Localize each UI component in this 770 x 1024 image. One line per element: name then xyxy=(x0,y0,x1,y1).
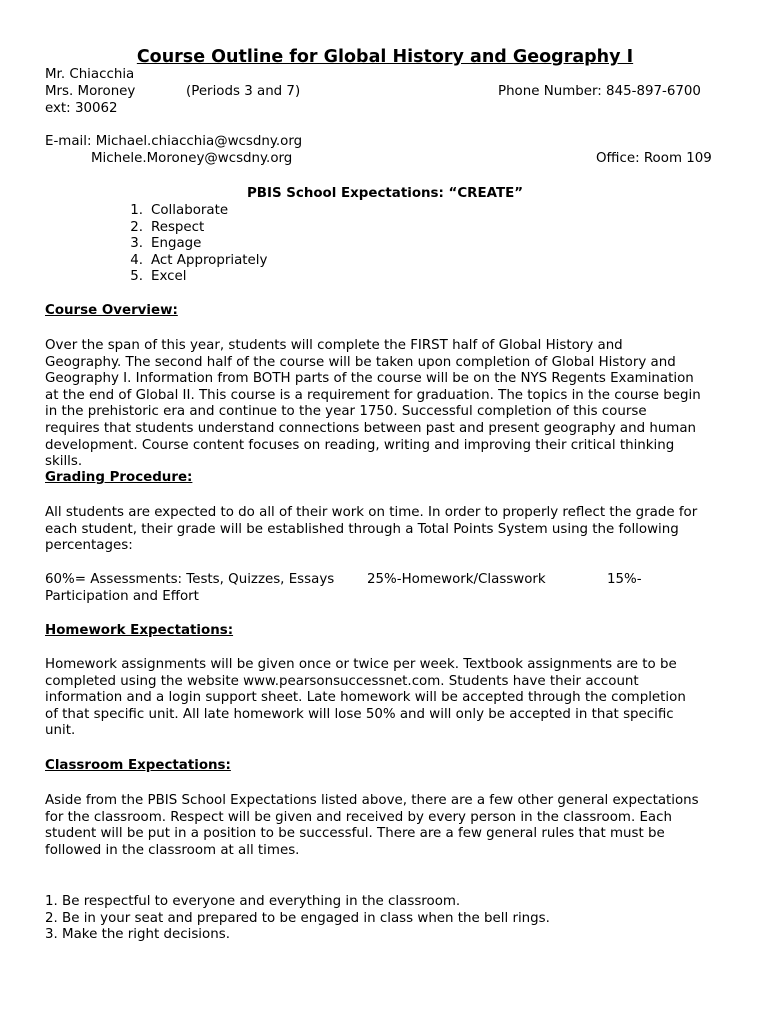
teacher-name-2: Mrs. Moroney xyxy=(45,84,136,99)
pbis-item-number: 4. xyxy=(130,253,143,268)
rule-item: 1. Be respectful to everyone and everything in the classroom. xyxy=(45,894,461,909)
paragraph-line: Homework assignments will be given once or twice per week. Textbook assignments are to be xyxy=(45,657,677,672)
paragraph-line: completed using the website www.pearsonsuccessnet.com. Students have their account xyxy=(45,673,639,689)
paragraph-line: Geography I. Information from BOTH parts of the course will be on the NYS Regents Examination xyxy=(45,371,694,387)
pbis-list-item xyxy=(121,203,228,219)
grade-assessments: 60%= Assessments: Tests, Quizzes, Essays xyxy=(45,572,335,587)
grade-participation-percent: 15%- xyxy=(607,572,642,587)
grading-procedure-heading: Grading Procedure: xyxy=(45,470,193,485)
office-room: Office: Room 109 xyxy=(596,151,712,166)
pbis-item-label: Collaborate xyxy=(151,203,229,218)
paragraph-line: information and a login support sheet. Late homework will be accepted through the completion xyxy=(45,690,686,706)
grade-homework: 25%-Homework/Classwork xyxy=(367,572,546,587)
homework-expectations-body xyxy=(45,657,686,740)
paragraph-line: Geography. The second half of the course will be taken upon completion of Global History and xyxy=(45,354,676,370)
teacher-name-1: Mr. Chiacchia xyxy=(45,67,135,82)
paragraph-line: unit. xyxy=(45,723,76,739)
pbis-item-label: Respect xyxy=(151,220,205,235)
course-overview-heading: Course Overview: xyxy=(45,303,178,318)
page-title: Course Outline for Global History and Geography I xyxy=(136,47,634,67)
phone-extension: ext: 30062 xyxy=(45,101,118,116)
paragraph-line: skills. xyxy=(45,454,83,470)
pbis-item-label: Excel xyxy=(151,269,187,284)
email-2: Michele.Moroney@wcsdny.org xyxy=(91,151,293,166)
rule-item: 3. Make the right decisions. xyxy=(45,927,230,943)
pbis-item-number: 5. xyxy=(130,269,143,284)
paragraph-line: each student, their grade will be established through a Total Points System using the following xyxy=(45,521,679,537)
paragraph-line: for the classroom. Respect will be given and received by every person in the classroom. Each xyxy=(45,809,672,825)
pbis-item-label: Act Appropriately xyxy=(151,253,268,268)
paragraph-line: student will be put in a position to be successful. There are a few general rules that must be xyxy=(45,826,665,842)
grade-participation-label: Participation and Effort xyxy=(45,589,199,604)
paragraph-line: Over the span of this year, students will complete the FIRST half of Global History and xyxy=(45,338,623,353)
classroom-rules-list xyxy=(45,894,550,944)
paragraph-line: at the end of Global II. This course is a requirement for graduation. The topics in the course begin xyxy=(45,387,701,403)
rule-item: 2. Be in your seat and prepared to be engaged in class when the bell rings. xyxy=(45,910,550,926)
pbis-item-number: 2. xyxy=(130,220,143,235)
grading-procedure-body xyxy=(45,505,697,555)
pbis-item-label: Engage xyxy=(151,236,202,251)
pbis-list-item xyxy=(121,269,186,285)
pbis-list-item xyxy=(121,236,201,252)
paragraph-line: in the prehistoric era and continue to the year 1750. Successful completion of this course xyxy=(45,404,647,420)
paragraph-line: percentages: xyxy=(45,538,133,554)
paragraph-line: followed in the classroom at all times. xyxy=(45,842,300,858)
phone-number: Phone Number: 845-897-6700 xyxy=(498,84,701,99)
classroom-expectations-body xyxy=(45,793,699,859)
paragraph-line: requires that students understand connections between past and present geography and human xyxy=(45,420,697,436)
paragraph-line: development. Course content focuses on reading, writing and improving their critical thinking xyxy=(45,437,675,453)
homework-expectations-heading: Homework Expectations: xyxy=(45,623,234,638)
paragraph-line: of that specific unit. All late homework will lose 50% and will only be accepted in that specific xyxy=(45,706,674,722)
pbis-item-number: 1. xyxy=(130,203,143,218)
paragraph-line: All students are expected to do all of their work on time. In order to properly reflect the grade for xyxy=(45,505,698,520)
classroom-expectations-heading: Classroom Expectations: xyxy=(45,758,231,773)
paragraph-line: Aside from the PBIS School Expectations listed above, there are a few other general expectations xyxy=(45,793,699,808)
pbis-list-item xyxy=(121,253,267,269)
periods-text: (Periods 3 and 7) xyxy=(186,84,301,99)
pbis-list-item xyxy=(121,220,204,236)
pbis-item-number: 3. xyxy=(130,236,143,251)
email-1: E-mail: Michael.chiacchia@wcsdny.org xyxy=(45,134,303,149)
pbis-heading: PBIS School Expectations: “CREATE” xyxy=(246,186,524,201)
course-overview-body xyxy=(45,338,701,471)
